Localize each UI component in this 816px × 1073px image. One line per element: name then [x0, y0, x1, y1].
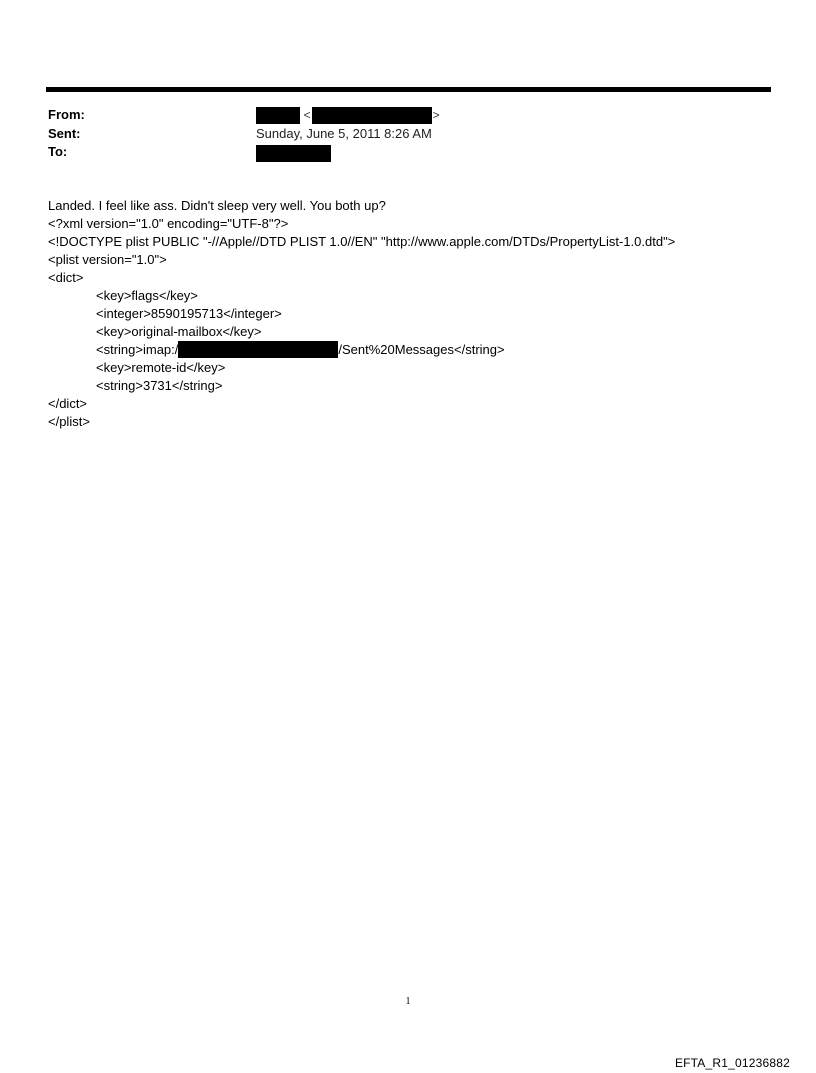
- from-close-bracket: >: [432, 108, 440, 122]
- email-header: [48, 106, 748, 162]
- page-number: 1: [405, 996, 411, 1007]
- integer-flags-line: <integer>8590195713</integer>: [96, 306, 282, 321]
- from-row: [48, 106, 748, 125]
- key-flags-line: <key>flags</key>: [96, 288, 198, 303]
- doctype-line: <!DOCTYPE plist PUBLIC "-//Apple//DTD PLIST 1.0//EN" "http://www.apple.com/DTDs/PropertyList-1.0.dtd">: [48, 234, 676, 249]
- string-remote-id-line: <string>3731</string>: [96, 378, 223, 393]
- sent-row: [48, 125, 748, 144]
- to-row: [48, 143, 748, 162]
- email-body: [48, 197, 768, 431]
- from-label: From:: [48, 107, 85, 122]
- from-value: [256, 106, 440, 125]
- redacted-sender-email: [312, 107, 432, 124]
- to-label: To:: [48, 144, 68, 159]
- redacted-sender-name: [256, 107, 300, 124]
- key-remote-id-line: <key>remote-id</key>: [96, 360, 226, 375]
- string-imap-line: [48, 341, 768, 359]
- to-value: [256, 143, 331, 162]
- bates-number: EFTA_R1_01236882: [674, 1056, 790, 1070]
- body-message-line: Landed. I feel like ass. Didn't sleep very well. You both up?: [48, 198, 386, 213]
- imap-prefix: <string>imap:/: [96, 342, 179, 357]
- key-original-mailbox-line: <key>original-mailbox</key>: [96, 324, 262, 339]
- sent-label: Sent:: [48, 125, 81, 141]
- redacted-imap-address: [178, 341, 338, 358]
- xml-declaration-line: <?xml version="1.0" encoding="UTF-8"?>: [48, 216, 289, 231]
- imap-suffix: /Sent%20Messages</string>: [338, 342, 505, 357]
- dict-open-line: <dict>: [48, 270, 84, 285]
- plist-close-line: </plist>: [48, 414, 90, 429]
- top-rule: [46, 87, 771, 92]
- sent-value: Sunday, June 5, 2011 8:26 AM: [256, 125, 432, 141]
- from-open-bracket: <: [303, 108, 311, 122]
- dict-close-line: </dict>: [48, 396, 88, 411]
- redacted-recipient: [256, 145, 331, 162]
- plist-open-line: <plist version="1.0">: [48, 252, 167, 267]
